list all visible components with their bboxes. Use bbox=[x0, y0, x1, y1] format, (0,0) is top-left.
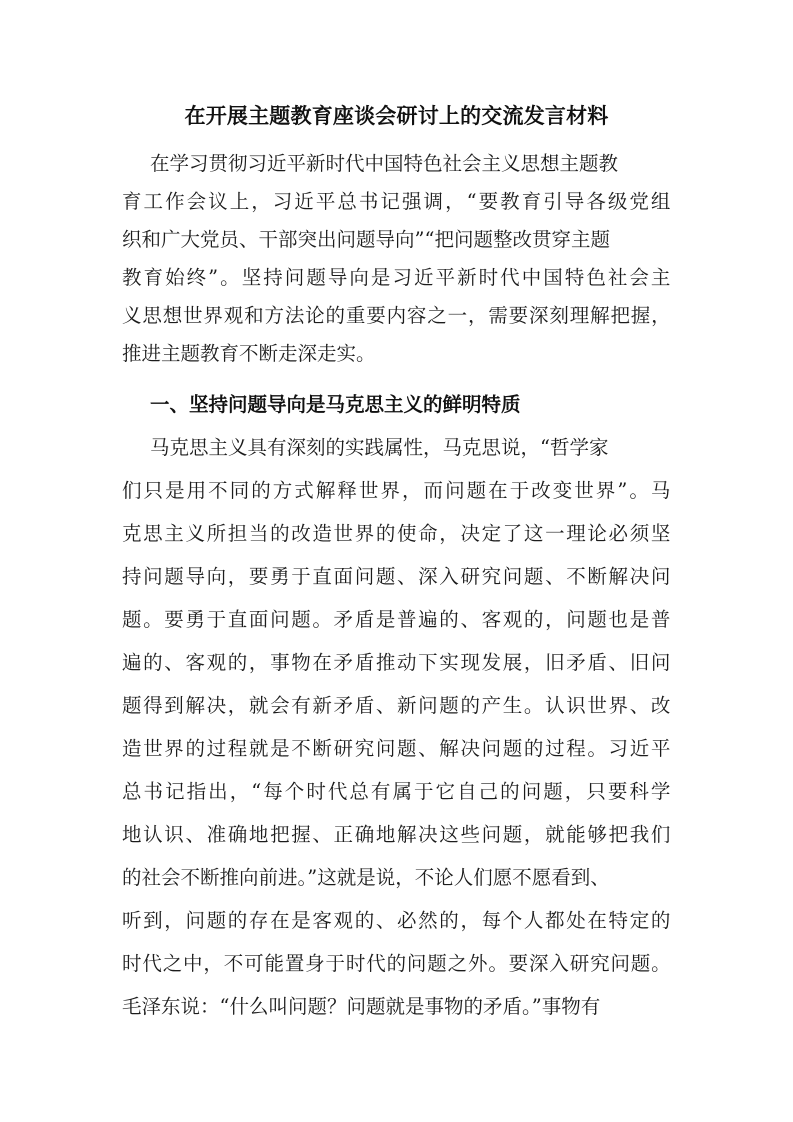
paragraph-2-line: 的社会不断推向前进。”这就是说，不论人们愿不愿看到、 bbox=[122, 866, 610, 889]
paragraph-2-line: 持问题导向，要勇于直面问题、深入研究问题、不断解决问 bbox=[122, 565, 673, 588]
paragraph-2-line: 题。要勇于直面问题。矛盾是普遍的、客观的，问题也是普 bbox=[122, 608, 673, 631]
paragraph-2-line: 毛泽东说：“什么叫问题？问题就是事物的矛盾。”事物有 bbox=[122, 995, 601, 1018]
paragraph-1-line: 推进主题教育不断走深走实。 bbox=[122, 342, 376, 365]
paragraph-2-line: 地认识、准确地把握、正确地解决这些问题，就能够把我们 bbox=[122, 823, 673, 846]
paragraph-1-line: 在学习贯彻习近平新时代中国特色社会主义思想主题教 bbox=[150, 152, 619, 175]
document-title: 在开展主题教育座谈会研讨上的交流发言材料 bbox=[184, 104, 609, 128]
paragraph-2-line: 们只是用不同的方式解释世界，而问题在于改变世界”。马 bbox=[122, 479, 673, 502]
paragraph-1-line: 义思想世界观和方法论的重要内容之一，需要深刻理解把握， bbox=[122, 304, 672, 327]
paragraph-2-line: 造世界的过程就是不断研究问题、解决问题的过程。习近平 bbox=[122, 737, 673, 760]
paragraph-1-line: 织和广大党员、干部突出问题导向”“把问题整改贯穿主题 bbox=[122, 228, 610, 251]
paragraph-2-line: 听到，问题的存在是客观的、必然的，每个人都处在特定的 bbox=[122, 909, 673, 932]
section-heading: 一、坚持问题导向是马克思主义的鲜明特质 bbox=[150, 393, 521, 416]
paragraph-2-line: 总书记指出，“每个时代总有属于它自己的问题，只要科学 bbox=[122, 780, 673, 803]
paragraph-2-line: 克思主义所担当的改造世界的使命，决定了这一理论必须坚 bbox=[122, 522, 673, 545]
paragraph-2-line: 时代之中，不可能置身于时代的问题之外。要深入研究问题。 bbox=[122, 952, 672, 975]
paragraph-2-line: 题得到解决，就会有新矛盾、新问题的产生。认识世界、改 bbox=[122, 694, 673, 717]
paragraph-2-line: 遍的、客观的，事物在矛盾推动下实现发展，旧矛盾、旧问 bbox=[122, 651, 673, 674]
paragraph-1-line: 育工作会议上，习近平总书记强调，“要教育引导各级党组 bbox=[122, 190, 673, 213]
paragraph-1-line: 教育始终”。坚持问题导向是习近平新时代中国特色社会主 bbox=[122, 266, 673, 289]
paragraph-2-line: 马克思主义具有深刻的实践属性，马克思说，“哲学家 bbox=[150, 436, 609, 459]
